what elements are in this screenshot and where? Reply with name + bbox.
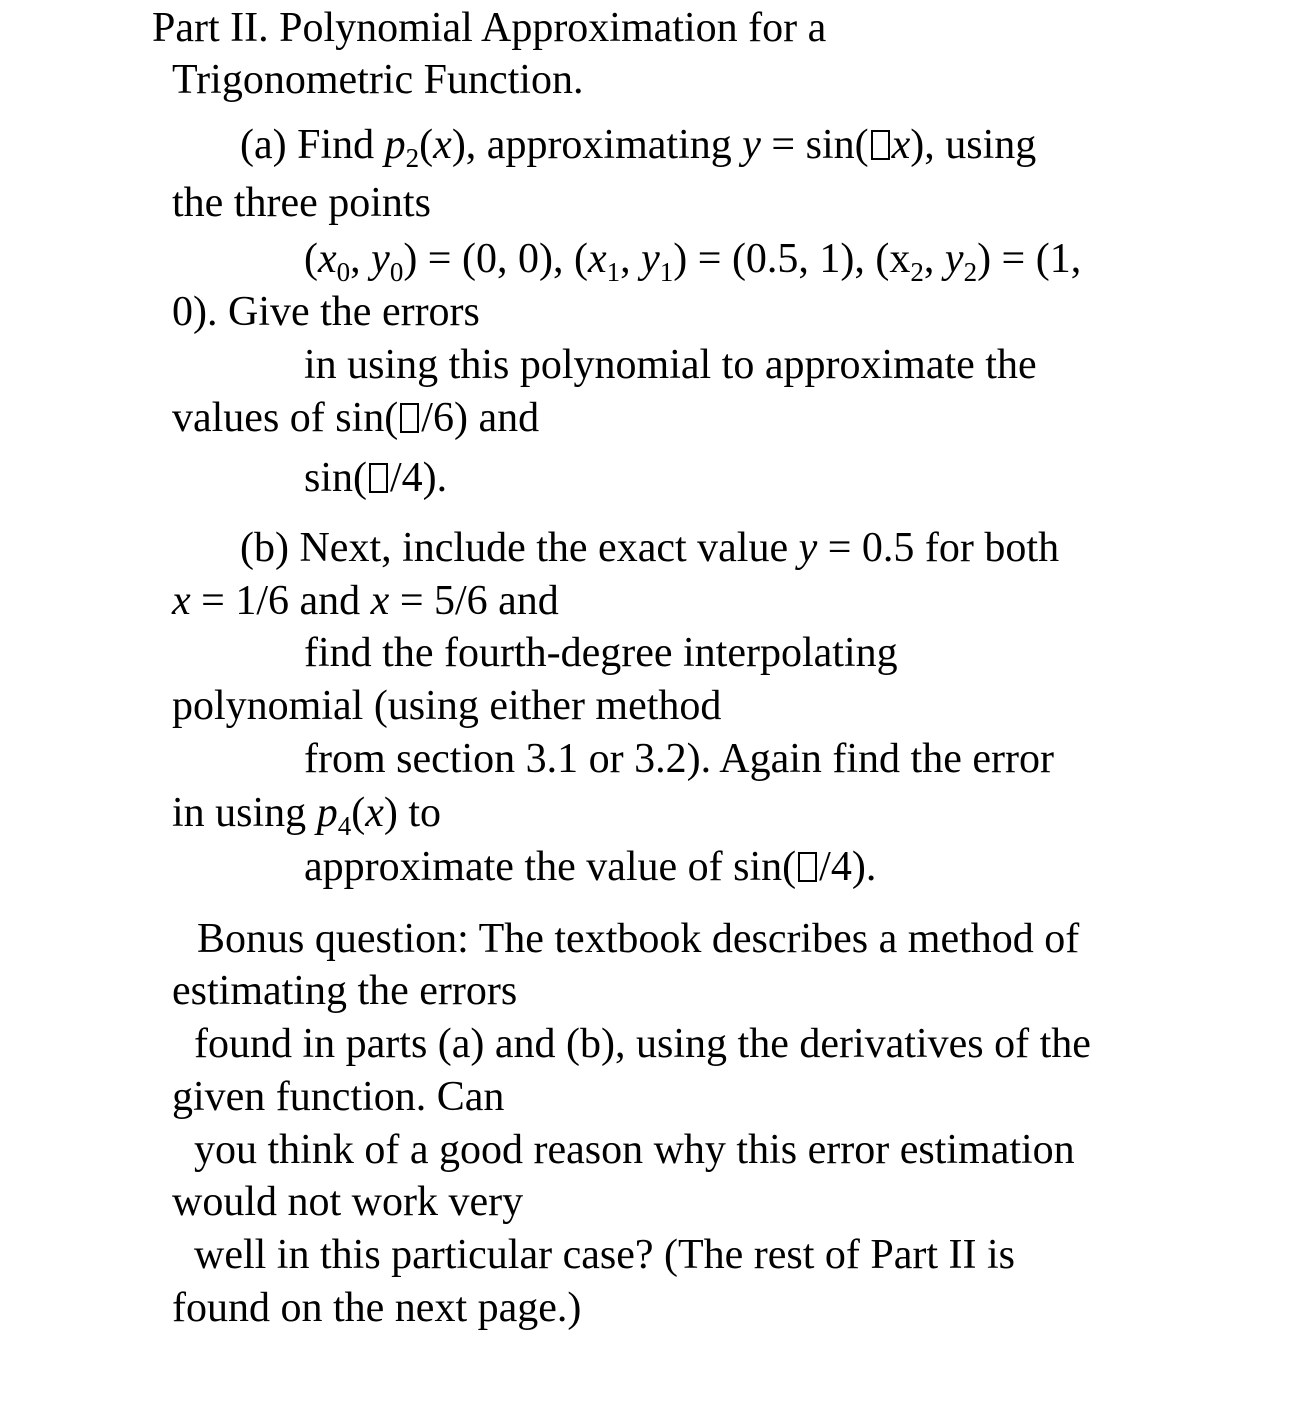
text: values of sin( [172,395,399,441]
var-x: x [172,578,191,624]
part-b-line-5: from section 3.1 or 3.2). Again find the error [304,736,1054,782]
missing-glyph-box [798,852,817,882]
part-title-continued: Trigonometric Function. [172,57,584,103]
part-a-points: ($x_0$, $y_0) = (0$, 0), ($x_1$, $y_1) = (0.5$, 1), ($x_2$, $y_2) = (1$, [304,236,1082,287]
var-x: x [370,578,390,624]
var-y: y [742,122,761,168]
subscript: 2 [405,143,420,173]
text: = 5/6 and [389,578,559,624]
text: /6) and [421,395,540,441]
bonus-line-8: found on the next page.) [172,1285,582,1331]
text: /4). [819,844,877,890]
text: ) = (1, [977,236,1082,282]
var-y2: y [944,236,964,282]
poly-symbol: p [384,122,406,168]
text: ) to [383,790,441,836]
bonus-line-6: would not work very [172,1179,524,1225]
part-a-line-7 [304,457,447,499]
bonus-line-3: found in parts (a) and (b), using the derivatives of the [194,1021,1091,1067]
part-a-line-1: (a) Find $p_2(x)$, approximating y = sin( x), using [240,122,1037,173]
bonus-line-2: estimating the errors [172,968,518,1014]
text: ) = (0, 0), ( [403,236,588,282]
text: = 0.5 for both [817,525,1060,571]
subscript: 0 [336,257,351,287]
part-a-line-6 [172,397,539,439]
text: ), using [910,122,1037,168]
part-b-line-2 [172,580,559,622]
subscript: 1 [659,257,674,287]
bonus-line-7: well in this particular case? (The rest of Part II is [194,1232,1016,1278]
missing-glyph-box [400,403,419,433]
var-x: x [365,790,384,836]
text: ) = (0.5, 1), (x [673,236,911,282]
var-y0: y [371,236,390,282]
missing-glyph-box [871,130,890,160]
var-y1: y [641,236,660,282]
bonus-line-1: Bonus question: The textbook describes a method of [197,916,1080,962]
part-b-line-4: polynomial (using either method [172,683,722,729]
part-a-line-5: in using this polynomial to approximate the [304,342,1037,388]
part-b-line-7 [304,846,876,888]
text: = 1/6 and [190,578,371,624]
part-a-line-4: 0). Give the errors [172,289,480,335]
part-b-line-1 [240,527,1059,569]
subscript: 2 [963,257,978,287]
text: in using [172,790,317,836]
part-b-line-3: find the fourth-degree interpolating [304,630,898,676]
part-title: Part II. Polynomial Approximation for a [152,5,827,51]
var-x1: x [587,236,607,282]
text: (b) Next, include the exact value [240,525,799,571]
text: (a) Find [240,122,385,168]
var-x: x [891,122,911,168]
subscript: 4 [337,811,352,841]
subscript: 2 [910,257,924,287]
var-x0: x [318,236,337,282]
text: /4). [390,455,448,501]
text: = sin( [760,122,869,168]
bonus-line-5: you think of a good reason why this error estimation [194,1127,1075,1173]
subscript: 0 [389,257,404,287]
text: ( [304,236,318,282]
poly-symbol: p [316,790,338,836]
text: ), approximating [451,122,743,168]
text: sin( [304,455,367,501]
subscript: 1 [606,257,621,287]
part-a-line-2: the three points [172,180,431,226]
var-y: y [798,525,818,571]
missing-glyph-box [369,463,388,493]
var-x: x [433,122,452,168]
text: approximate the value of sin( [304,844,797,890]
bonus-line-4: given function. Can [172,1074,505,1120]
part-b-line-6: in using $p_4(x)$ to [172,790,441,841]
